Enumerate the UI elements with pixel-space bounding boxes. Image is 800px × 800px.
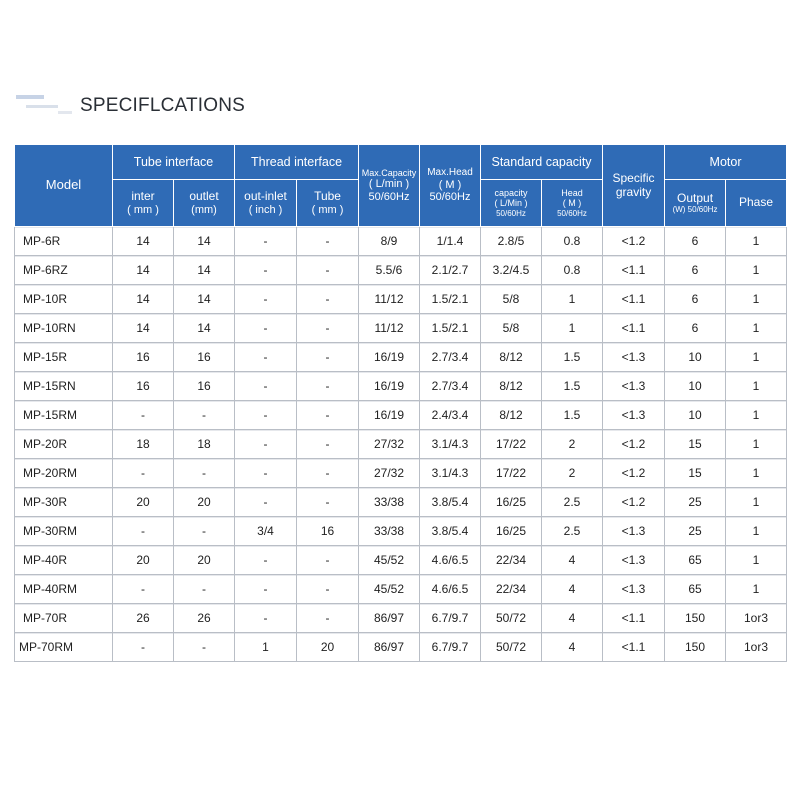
- cell-out-inlet: -: [235, 314, 297, 343]
- cell-output: 65: [665, 575, 726, 604]
- cell-max-capacity: 27/32: [359, 459, 420, 488]
- cell-out-inlet: -: [235, 285, 297, 314]
- cell-out-inlet: -: [235, 459, 297, 488]
- cell-output: 10: [665, 372, 726, 401]
- header-standard-capacity: Standard capacity: [481, 145, 603, 180]
- table-row: [15, 343, 787, 372]
- cell-std-head: 1.5: [542, 401, 603, 430]
- cell-out-inlet: -: [235, 343, 297, 372]
- cell-std-capacity: 8/12: [481, 343, 542, 372]
- cell-tube: -: [297, 285, 359, 314]
- cell-std-head: 2.5: [542, 488, 603, 517]
- cell-model: MP-15R: [15, 343, 113, 372]
- header-outlet: outlet (mm): [174, 180, 235, 227]
- table-row: [15, 314, 787, 343]
- cell-max-capacity: 8/9: [359, 227, 420, 256]
- cell-phase: 1: [726, 575, 787, 604]
- cell-specific-gravity: <1.1: [603, 256, 665, 285]
- cell-output: 15: [665, 430, 726, 459]
- cell-specific-gravity: <1.1: [603, 285, 665, 314]
- cell-phase: 1: [726, 430, 787, 459]
- cell-max-head: 1/1.4: [420, 227, 481, 256]
- header-tube: Tube ( mm ): [297, 180, 359, 227]
- cell-max-head: 1.5/2.1: [420, 314, 481, 343]
- cell-max-capacity: 16/19: [359, 401, 420, 430]
- cell-max-capacity: 33/38: [359, 517, 420, 546]
- header-model: Model: [15, 145, 113, 227]
- cell-output: 150: [665, 633, 726, 662]
- cell-inter: 16: [113, 372, 174, 401]
- cell-tube: -: [297, 256, 359, 285]
- cell-model: MP-40R: [15, 546, 113, 575]
- header-std-head: Head ( M ) 50/60Hz: [542, 180, 603, 227]
- cell-max-capacity: 16/19: [359, 343, 420, 372]
- cell-out-inlet: -: [235, 256, 297, 285]
- cell-outlet: -: [174, 517, 235, 546]
- cell-outlet: 16: [174, 343, 235, 372]
- cell-phase: 1: [726, 401, 787, 430]
- cell-tube: -: [297, 314, 359, 343]
- cell-max-capacity: 5.5/6: [359, 256, 420, 285]
- table-row: [15, 604, 787, 633]
- cell-outlet: -: [174, 459, 235, 488]
- cell-specific-gravity: <1.3: [603, 343, 665, 372]
- cell-specific-gravity: <1.2: [603, 227, 665, 256]
- cell-model: MP-30R: [15, 488, 113, 517]
- cell-specific-gravity: <1.2: [603, 488, 665, 517]
- cell-model: MP-20RM: [15, 459, 113, 488]
- cell-inter: 14: [113, 256, 174, 285]
- table-row: [15, 430, 787, 459]
- cell-tube: -: [297, 488, 359, 517]
- cell-outlet: -: [174, 401, 235, 430]
- cell-std-head: 2.5: [542, 517, 603, 546]
- cell-inter: 16: [113, 343, 174, 372]
- cell-out-inlet: -: [235, 488, 297, 517]
- cell-phase: 1: [726, 488, 787, 517]
- cell-max-head: 4.6/6.5: [420, 575, 481, 604]
- cell-phase: 1: [726, 546, 787, 575]
- cell-std-head: 4: [542, 633, 603, 662]
- cell-tube: 16: [297, 517, 359, 546]
- cell-tube: -: [297, 604, 359, 633]
- cell-phase: 1: [726, 459, 787, 488]
- cell-inter: -: [113, 633, 174, 662]
- cell-max-head: 1.5/2.1: [420, 285, 481, 314]
- table-row: [15, 517, 787, 546]
- cell-specific-gravity: <1.2: [603, 459, 665, 488]
- cell-std-capacity: 8/12: [481, 401, 542, 430]
- cell-specific-gravity: <1.3: [603, 372, 665, 401]
- cell-specific-gravity: <1.1: [603, 314, 665, 343]
- cell-tube: 20: [297, 633, 359, 662]
- cell-specific-gravity: <1.1: [603, 604, 665, 633]
- cell-std-capacity: 16/25: [481, 488, 542, 517]
- cell-inter: 14: [113, 314, 174, 343]
- cell-out-inlet: -: [235, 227, 297, 256]
- table-row: [15, 633, 787, 662]
- cell-model: MP-6R: [15, 227, 113, 256]
- cell-outlet: 20: [174, 546, 235, 575]
- cell-output: 25: [665, 488, 726, 517]
- cell-inter: -: [113, 459, 174, 488]
- cell-phase: 1: [726, 227, 787, 256]
- cell-outlet: 14: [174, 227, 235, 256]
- cell-outlet: 16: [174, 372, 235, 401]
- cell-inter: -: [113, 517, 174, 546]
- specifications-table: [14, 144, 787, 662]
- header-tube-interface: Tube interface: [113, 145, 235, 180]
- table-row: [15, 575, 787, 604]
- header-max-capacity: Max.Capacity ( L/min ) 50/60Hz: [359, 145, 420, 227]
- table-row: [15, 372, 787, 401]
- section-title: [14, 88, 245, 124]
- header-std-capacity: capacity ( L/Min ) 50/60Hz: [481, 180, 542, 227]
- cell-std-capacity: 50/72: [481, 633, 542, 662]
- table-row: [15, 256, 787, 285]
- cell-phase: 1or3: [726, 633, 787, 662]
- cell-max-head: 2.7/3.4: [420, 343, 481, 372]
- cell-phase: 1: [726, 343, 787, 372]
- cell-inter: 26: [113, 604, 174, 633]
- cell-std-head: 1.5: [542, 343, 603, 372]
- header-specific-gravity: Specific gravity: [603, 145, 665, 227]
- cell-model: MP-15RN: [15, 372, 113, 401]
- cell-tube: -: [297, 372, 359, 401]
- cell-outlet: 14: [174, 314, 235, 343]
- cell-outlet: 20: [174, 488, 235, 517]
- cell-outlet: 14: [174, 285, 235, 314]
- cell-std-capacity: 22/34: [481, 575, 542, 604]
- cell-inter: 14: [113, 285, 174, 314]
- cell-out-inlet: 1: [235, 633, 297, 662]
- cell-std-head: 0.8: [542, 256, 603, 285]
- cell-model: MP-10R: [15, 285, 113, 314]
- cell-std-capacity: 5/8: [481, 314, 542, 343]
- header-max-head: Max.Head ( M ) 50/60Hz: [420, 145, 481, 227]
- cell-max-capacity: 86/97: [359, 604, 420, 633]
- cell-outlet: -: [174, 633, 235, 662]
- cell-max-capacity: 16/19: [359, 372, 420, 401]
- header-thread-interface: Thread interface: [235, 145, 359, 180]
- cell-output: 6: [665, 314, 726, 343]
- cell-model: MP-30RM: [15, 517, 113, 546]
- cell-out-inlet: -: [235, 401, 297, 430]
- cell-phase: 1or3: [726, 604, 787, 633]
- cell-out-inlet: 3/4: [235, 517, 297, 546]
- cell-phase: 1: [726, 314, 787, 343]
- cell-specific-gravity: <1.3: [603, 401, 665, 430]
- page-title: SPECIFLCATIONS: [80, 95, 246, 116]
- cell-tube: -: [297, 401, 359, 430]
- cell-max-head: 4.6/6.5: [420, 546, 481, 575]
- header-phase: Phase: [726, 180, 787, 227]
- cell-tube: -: [297, 343, 359, 372]
- cell-max-capacity: 86/97: [359, 633, 420, 662]
- cell-std-capacity: 17/22: [481, 459, 542, 488]
- cell-std-head: 4: [542, 604, 603, 633]
- cell-std-capacity: 8/12: [481, 372, 542, 401]
- cell-std-capacity: 3.2/4.5: [481, 256, 542, 285]
- cell-max-head: 6.7/9.7: [420, 633, 481, 662]
- cell-max-head: 3.1/4.3: [420, 459, 481, 488]
- cell-model: MP-10RN: [15, 314, 113, 343]
- cell-specific-gravity: <1.3: [603, 546, 665, 575]
- cell-phase: 1: [726, 285, 787, 314]
- cell-outlet: 14: [174, 256, 235, 285]
- cell-specific-gravity: <1.2: [603, 430, 665, 459]
- cell-std-head: 1.5: [542, 372, 603, 401]
- cell-max-head: 2.1/2.7: [420, 256, 481, 285]
- cell-out-inlet: -: [235, 430, 297, 459]
- cell-std-head: 1: [542, 285, 603, 314]
- cell-model: MP-70R: [15, 604, 113, 633]
- table-row: [15, 546, 787, 575]
- cell-output: 65: [665, 546, 726, 575]
- table-row: [15, 285, 787, 314]
- cell-output: 25: [665, 517, 726, 546]
- cell-outlet: 18: [174, 430, 235, 459]
- cell-out-inlet: -: [235, 546, 297, 575]
- cell-max-capacity: 11/12: [359, 314, 420, 343]
- cell-inter: 20: [113, 488, 174, 517]
- cell-std-head: 2: [542, 459, 603, 488]
- cell-tube: -: [297, 430, 359, 459]
- header-motor: Motor: [665, 145, 787, 180]
- cell-output: 15: [665, 459, 726, 488]
- cell-specific-gravity: <1.1: [603, 633, 665, 662]
- cell-std-capacity: 17/22: [481, 430, 542, 459]
- cell-out-inlet: -: [235, 372, 297, 401]
- cell-max-capacity: 45/52: [359, 575, 420, 604]
- cell-max-capacity: 27/32: [359, 430, 420, 459]
- cell-max-head: 2.4/3.4: [420, 401, 481, 430]
- cell-std-head: 4: [542, 546, 603, 575]
- title-decoration: [14, 91, 74, 121]
- cell-model: MP-20R: [15, 430, 113, 459]
- cell-max-capacity: 11/12: [359, 285, 420, 314]
- header-output: Output (W) 50/60Hz: [665, 180, 726, 227]
- table-body: [15, 227, 787, 662]
- cell-std-capacity: 16/25: [481, 517, 542, 546]
- cell-max-head: 3.8/5.4: [420, 517, 481, 546]
- header-out-inlet: out-inlet ( inch ): [235, 180, 297, 227]
- cell-max-head: 3.8/5.4: [420, 488, 481, 517]
- cell-outlet: 26: [174, 604, 235, 633]
- table-row: [15, 459, 787, 488]
- cell-max-head: 3.1/4.3: [420, 430, 481, 459]
- cell-inter: 18: [113, 430, 174, 459]
- cell-max-head: 2.7/3.4: [420, 372, 481, 401]
- cell-tube: -: [297, 546, 359, 575]
- cell-output: 6: [665, 256, 726, 285]
- cell-output: 6: [665, 285, 726, 314]
- cell-std-capacity: 5/8: [481, 285, 542, 314]
- cell-std-head: 1: [542, 314, 603, 343]
- cell-model: MP-15RM: [15, 401, 113, 430]
- cell-out-inlet: -: [235, 604, 297, 633]
- cell-output: 10: [665, 401, 726, 430]
- cell-tube: -: [297, 459, 359, 488]
- header-inter: inter ( mm ): [113, 180, 174, 227]
- cell-max-capacity: 33/38: [359, 488, 420, 517]
- cell-phase: 1: [726, 256, 787, 285]
- cell-std-head: 4: [542, 575, 603, 604]
- cell-model: MP-6RZ: [15, 256, 113, 285]
- cell-std-capacity: 2.8/5: [481, 227, 542, 256]
- cell-std-head: 0.8: [542, 227, 603, 256]
- cell-inter: -: [113, 575, 174, 604]
- cell-model: MP-40RM: [15, 575, 113, 604]
- table-row: [15, 401, 787, 430]
- cell-outlet: -: [174, 575, 235, 604]
- cell-std-capacity: 22/34: [481, 546, 542, 575]
- cell-out-inlet: -: [235, 575, 297, 604]
- table-row: [15, 488, 787, 517]
- cell-phase: 1: [726, 517, 787, 546]
- cell-model: MP-70RM: [15, 633, 113, 662]
- cell-max-capacity: 45/52: [359, 546, 420, 575]
- cell-specific-gravity: <1.3: [603, 575, 665, 604]
- cell-std-head: 2: [542, 430, 603, 459]
- cell-output: 150: [665, 604, 726, 633]
- cell-inter: 20: [113, 546, 174, 575]
- cell-inter: -: [113, 401, 174, 430]
- cell-output: 6: [665, 227, 726, 256]
- table-row: [15, 227, 787, 256]
- cell-specific-gravity: <1.3: [603, 517, 665, 546]
- cell-tube: -: [297, 227, 359, 256]
- cell-inter: 14: [113, 227, 174, 256]
- cell-max-head: 6.7/9.7: [420, 604, 481, 633]
- cell-phase: 1: [726, 372, 787, 401]
- cell-std-capacity: 50/72: [481, 604, 542, 633]
- cell-tube: -: [297, 575, 359, 604]
- cell-output: 10: [665, 343, 726, 372]
